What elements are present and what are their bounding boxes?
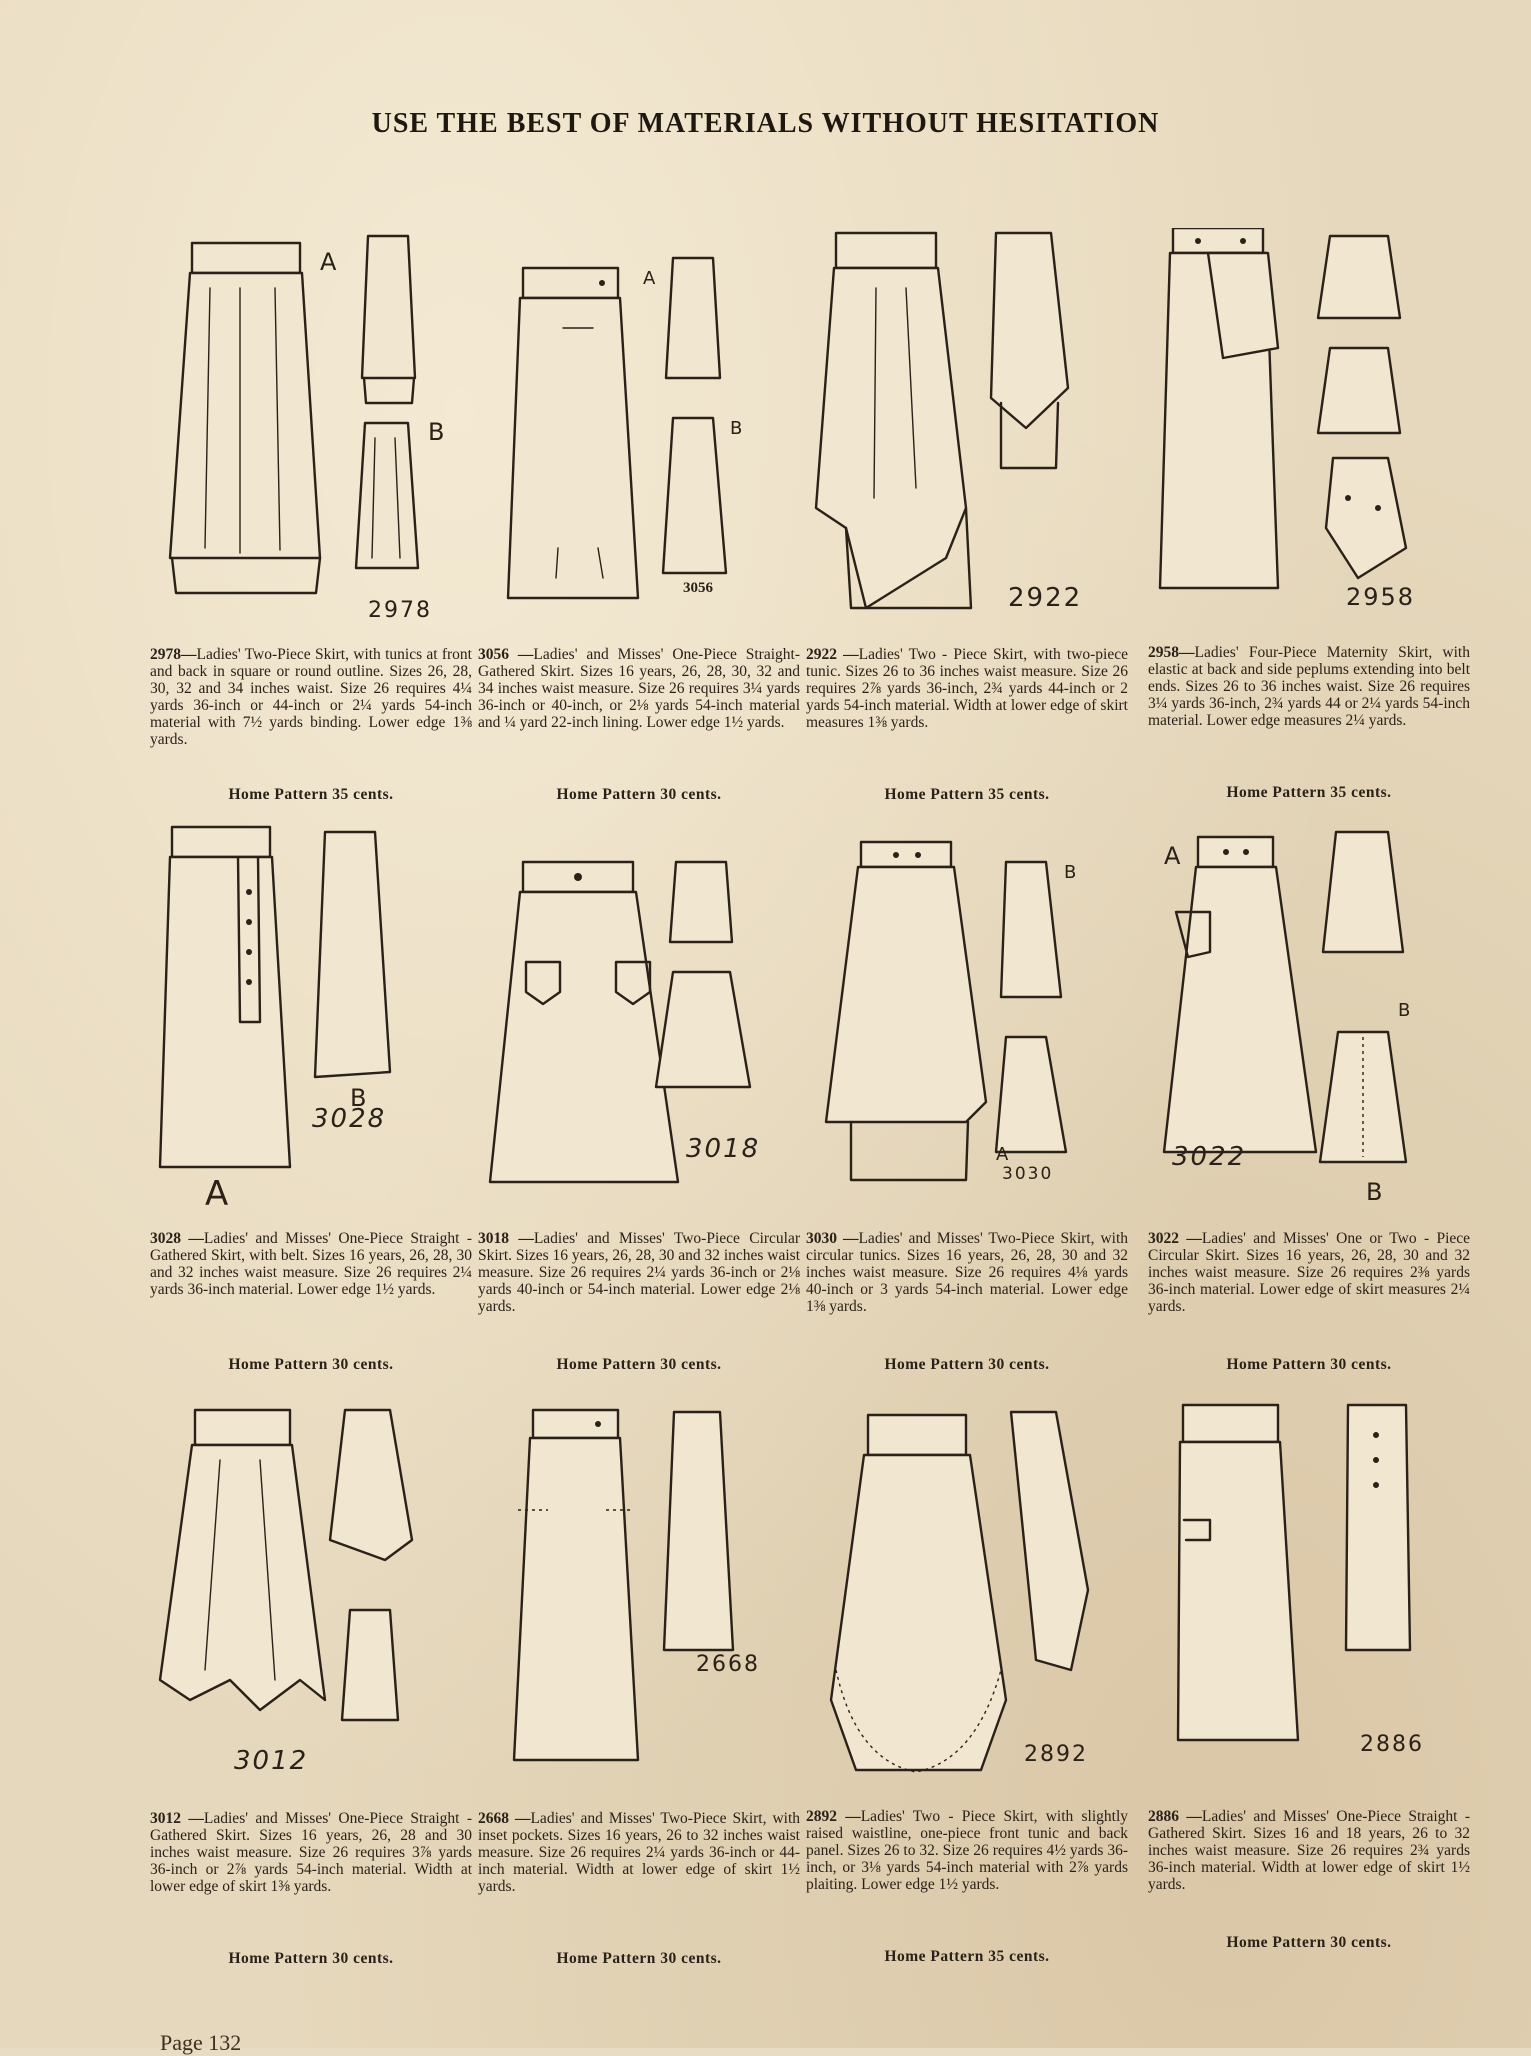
pattern-description — [150, 1810, 472, 1895]
view-label-b: B — [428, 418, 445, 446]
pattern-description — [478, 1230, 800, 1315]
pattern-card-2892 — [806, 1400, 1136, 1965]
skirt-illustration — [150, 228, 480, 623]
skirt-illustration — [806, 822, 1136, 1212]
pattern-number: 3018 — [686, 1134, 761, 1164]
pattern-description — [806, 646, 1128, 731]
view-label-b: B — [730, 418, 743, 439]
pattern-price: Home Pattern 35 cents. — [228, 786, 394, 803]
pattern-price: Home Pattern 30 cents. — [556, 1950, 722, 1967]
skirt-illustration — [806, 228, 1136, 618]
pattern-description — [478, 1810, 800, 1895]
pattern-number: 2668 — [696, 1652, 760, 1677]
pattern-number: 3056 — [683, 580, 713, 596]
view-label-b-top: B — [1398, 1000, 1411, 1021]
skirt-illustration — [1148, 822, 1478, 1212]
pattern-description — [1148, 1230, 1470, 1315]
skirt-illustration — [806, 1400, 1136, 1790]
pattern-price: Home Pattern 35 cents. — [884, 786, 1050, 803]
pattern-text: Ladies' and Misses' One-Piece Straight - Gathered Skirt. Sizes 16 years, 26, 28 and 30 inches waist measure. Size 26 requires 3⅞ yards 36-inch or 2⅞ yards 54-inch material. Width at lower edge of skirt 1⅜ yards. — [150, 1810, 473, 1895]
pattern-price: Home Pattern 30 cents. — [884, 1356, 1050, 1373]
pattern-text: Ladies' and Misses' One or Two - Piece Circular Skirt. Sizes 16 years, 26, 28, 30 and 32 inches waist measure. Size 26 requires 2⅜ yards 36-inch material. Lower edge of skirt measures 2¼ yards. — [1148, 1230, 1471, 1315]
pattern-text: Ladies' Two - Piece Skirt, with two-piece tunic. Sizes 26 to 36 inches waist measure. Size 26 requires 2⅞ yards 36-inch, 2¾ yards 44-inch or 2 yards 54-inch material. Width at lower edge of skirt measures 1⅜ yards. — [806, 646, 1128, 731]
page-footer: Page 132 — [160, 2030, 242, 2055]
pattern-code: 3030 — — [806, 1230, 859, 1247]
pattern-description — [150, 646, 472, 748]
pattern-code: 3028 — — [150, 1230, 204, 1247]
pattern-price: Home Pattern 30 cents. — [1226, 1934, 1392, 1951]
pattern-card-3030 — [806, 822, 1136, 1373]
skirt-illustration — [478, 228, 808, 618]
pattern-text: Ladies' and Misses' One-Piece Straight-Gathered Skirt. Sizes 16 years, 26, 28, 30, 32 and 34 inches waist measure. Size 26 requires 3¼ yards 36-inch or 40-inch, or 2⅛ yards 54-inch material and ¼ yard 22-inch lining. Lower edge 1½ yards. — [478, 646, 801, 731]
pattern-code: 3012 — — [150, 1810, 204, 1827]
pattern-number: 2958 — [1346, 583, 1416, 611]
pattern-text: Ladies' and Misses' One-Piece Straight - Gathered Skirt. Sizes 16 and 18 years, 26 to 32 inches waist measure. Size 26 requires 2¾ yards 36-inch material. Width at lower edge of skirt 1½ yards. — [1148, 1808, 1471, 1893]
pattern-description — [1148, 644, 1470, 729]
pattern-number: 2892 — [1024, 1742, 1088, 1767]
skirt-illustration — [478, 822, 808, 1212]
pattern-price: Home Pattern 30 cents. — [1226, 1356, 1392, 1373]
skirt-illustration — [1148, 228, 1478, 618]
pattern-card-3056 — [478, 228, 808, 803]
pattern-description — [478, 646, 800, 731]
pattern-number: 3028 — [312, 1104, 387, 1134]
view-label-a: A — [205, 1174, 229, 1214]
pattern-card-3018 — [478, 822, 808, 1373]
pattern-text: Ladies' Two - Piece Skirt, with slightly raised waistline, one-piece front tunic and back panel. Sizes 26 to 32. Size 26 requires 4½ yards 36-inch, or 3⅛ yards 54-inch material with 2⅞ yards plaiting. Lower edge 1½ yards. — [806, 1808, 1128, 1893]
view-label-b: B — [1064, 862, 1077, 883]
pattern-price: Home Pattern 30 cents. — [556, 786, 722, 803]
pattern-text: Ladies' and Misses' Two-Piece Skirt, with inset pockets. Sizes 16 years, 26 to 32 inches waist measure. Size 26 requires 2¼ yards 36-inch or 44-inch material. Width at lower edge of skirt 1½ yards. — [478, 1810, 800, 1895]
pattern-text: Ladies' and Misses' Two-Piece Skirt, with circular tunics. Sizes 16 years, 26, 28, 30 and 32 inches waist measure. Size 26 requires 4⅛ yards 40-inch or 3 yards 54-inch material. Lower edge 1⅜ yards. — [806, 1230, 1128, 1315]
pattern-description — [806, 1230, 1128, 1315]
pattern-description — [150, 1230, 472, 1298]
pattern-number: 3030 — [1002, 1164, 1054, 1184]
pattern-code: 2892 — — [806, 1808, 861, 1825]
pattern-code: 3018 — — [478, 1230, 534, 1247]
pattern-code: 2886 — — [1148, 1808, 1202, 1825]
view-label-b-bottom: B — [1366, 1178, 1383, 1206]
pattern-number: 2922 — [1008, 583, 1083, 613]
pattern-card-2886 — [1148, 1400, 1478, 1951]
pattern-price: Home Pattern 30 cents. — [556, 1356, 722, 1373]
view-label-a: A — [1164, 842, 1181, 870]
skirt-illustration — [150, 822, 480, 1212]
pattern-card-2978 — [150, 228, 480, 803]
pattern-number: 3012 — [234, 1746, 309, 1776]
pattern-text: Ladies' Four-Piece Maternity Skirt, with elastic at back and side peplums extending into belt ends. Sizes 26 to 36 inches waist. Size 26 requires 3¼ yards 36-inch, 2¾ yards 44 or 2¼ yards 54-inch material. Lower edge measures 2¼ yards. — [1148, 644, 1470, 729]
pattern-price: Home Pattern 30 cents. — [228, 1950, 394, 1967]
pattern-price: Home Pattern 30 cents. — [228, 1356, 394, 1373]
pattern-number: 2886 — [1360, 1732, 1424, 1757]
pattern-text: Ladies' Two-Piece Skirt, with tunics at front and back in square or round outline. Sizes 26, 28, 30, 32 and 34 inches waist. Size 26 requires 4¼ yards 36-inch or 44-inch or 2¼ yards 54-inch material with 7½ yards binding. Lower edge 1⅜ yards. — [150, 646, 472, 748]
pattern-code: 2922 — — [806, 646, 859, 663]
pattern-price: Home Pattern 35 cents. — [1226, 784, 1392, 801]
view-label-a: A — [320, 248, 337, 276]
pattern-card-2922 — [806, 228, 1136, 803]
pattern-number: 3022 — [1172, 1142, 1247, 1172]
pattern-description — [1148, 1808, 1470, 1893]
pattern-code: 3022 — — [1148, 1230, 1202, 1247]
pattern-number: 2978 — [368, 598, 432, 623]
view-label-b: B — [350, 1084, 367, 1112]
pattern-code: 2978— — [150, 646, 197, 663]
pattern-card-2668 — [478, 1400, 808, 1967]
skirt-illustration — [1148, 1400, 1478, 1790]
pattern-card-2958 — [1148, 228, 1478, 801]
skirt-illustration — [478, 1400, 808, 1790]
pattern-card-3028 — [150, 822, 480, 1373]
pattern-card-3012 — [150, 1400, 480, 1967]
view-label-a: A — [996, 1144, 1009, 1165]
pattern-code: 2958— — [1148, 644, 1195, 661]
pattern-description — [806, 1808, 1128, 1893]
pattern-price: Home Pattern 35 cents. — [884, 1948, 1050, 1965]
pattern-card-3022 — [1148, 822, 1478, 1373]
pattern-text: Ladies' and Misses' One-Piece Straight - Gathered Skirt, with belt. Sizes 16 years, 26, 28, 30 and 32 inches waist measure. Size 26 requires 2¼ yards 36-inch material. Lower edge 1½ yards. — [150, 1230, 473, 1298]
skirt-illustration — [150, 1400, 480, 1790]
view-label-a: A — [643, 268, 656, 289]
page-headline: USE THE BEST OF MATERIALS WITHOUT HESITATION — [371, 108, 1160, 139]
pattern-text: Ladies' and Misses' Two-Piece Circular Skirt. Sizes 16 years, 26, 28, 30 and 32 inches waist measure. Size 26 requires 2¼ yards 36-inch or 2⅛ yards 40-inch or 54-inch material. Lower edge 2⅛ yards. — [478, 1230, 801, 1315]
pattern-code: 2668 — — [478, 1810, 531, 1827]
pattern-code: 3056 — — [478, 646, 534, 663]
